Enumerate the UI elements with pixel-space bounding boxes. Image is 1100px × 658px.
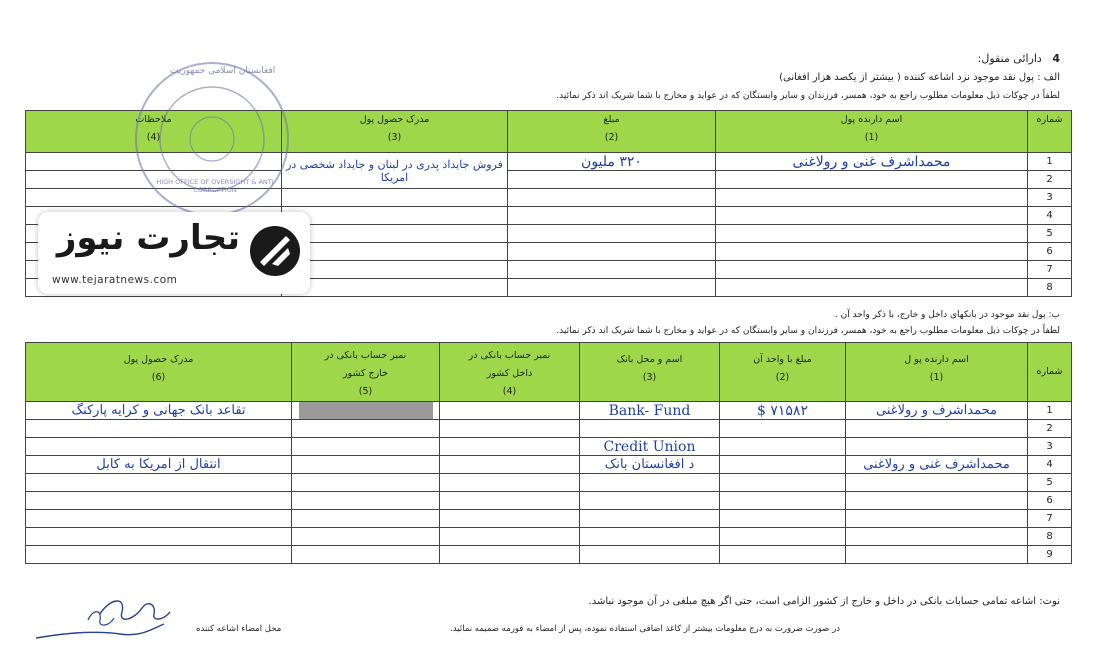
footer-extra: در صورت ضرورت به درج معلومات بیشتر از کاغذ اضافی استفاده نموده، پس از امضاء به فورمه ضمیمه نمائید. [450, 624, 840, 634]
part-b-instruction: لطفاً در چوکات ذیل معلومات مطلوب راجع به خود، همسر، فرزندان و سایر وابستگان که در عواید و مخارج با شما شریک اند ذکر نمائید. [556, 326, 1060, 336]
brand-name: تجارت نیوز [56, 218, 240, 258]
table-row: 5 [26, 225, 1072, 243]
table-row: 1 محمداشرف غنی و رولاغنی ۳۲۰ ملیون فروش جایداد پدری در لبنان و جایداد شخصی در امریکا [26, 153, 1072, 171]
signature-icon [30, 590, 230, 648]
bank-cell: Bank- Fund [580, 402, 720, 420]
source-cell: تقاعد بانک جهانی و کرایه پارکنگ [26, 402, 292, 420]
brand-url: www.tejaratnews.com [52, 274, 178, 286]
amount-cell: ۳۲۰ ملیون [508, 153, 716, 171]
table-row: 8 [26, 528, 1072, 546]
watermark-logo [38, 212, 310, 294]
footer-note: نوت: اشاعه تمامی حسابات بانکی در داخل و خارج از کشور الزامی است، حتی اگر هیچ مبلغی در آن موجود نباشد. [588, 596, 1060, 607]
section-heading [978, 52, 1060, 65]
section-number: 4 [1052, 52, 1060, 65]
owner-cell: محمداشرف و رولاغنی [846, 402, 1028, 420]
table-row: 8 [26, 279, 1072, 297]
bank-cell: د افغانستان بانک [580, 456, 720, 474]
source-cell: انتقال از امریکا به کابل [26, 456, 292, 474]
header-cell: مبلغ (2) [508, 111, 716, 153]
brand-logo-icon [248, 224, 302, 278]
table-row: 4 [26, 207, 1072, 225]
header-cell: نمبر حساب بانکی در خارج کشور (5) [292, 343, 440, 402]
header-cell: مدرک حصول پول (3) [282, 111, 508, 153]
bank-table [25, 342, 1072, 564]
header-cell: شماره [1028, 111, 1072, 153]
owner-cell: محمداشرف غنی و رولاغنی [716, 153, 1028, 171]
header-cell: ملاحظات (4) [26, 111, 282, 153]
bank-cell: Credit Union [580, 438, 720, 456]
bank-table-header [26, 343, 1072, 402]
table-row: 2 [26, 171, 1072, 189]
header-cell: مبلغ با واحد آن (2) [720, 343, 846, 402]
part-a-instruction: لطفاً در چوکات ذیل معلومات مطلوب راجع به خود، همسر، فرزندان و سایر وابستگان که در عواید و مخارج با شما شریک اند ذکر نمائید. [556, 91, 1060, 101]
table-row: 3 Credit Union [26, 438, 1072, 456]
amount-cell: $ ۷۱۵۸۲ [720, 402, 846, 420]
header-cell: اسم دارنده پو ل (1) [846, 343, 1028, 402]
table-row: 6 [26, 243, 1072, 261]
table-row: 7 [26, 510, 1072, 528]
table-row: 3 [26, 189, 1072, 207]
section-title: دارائی منقول: [977, 52, 1042, 65]
table-row: 9 [26, 546, 1072, 564]
part-b-heading: ب: پول نقد موجود در بانکهای داخل و خارج، با ذکر واحد آن . [834, 310, 1060, 320]
part-a-heading: الف : پول نقد موجود نزد اشاعه کننده ( بیشتر از یکصد هزار افغانی) [779, 72, 1060, 83]
signature-label: محل امضاء اشاعه کننده [196, 624, 282, 634]
header-cell: نمبر حساب بانکی در داخل کشور (4) [440, 343, 580, 402]
header-cell: اسم دارنده پول (1) [716, 111, 1028, 153]
source-cell: فروش جایداد پدری در لبنان و جایداد شخصی در امریکا [282, 153, 508, 189]
table-row: 7 [26, 261, 1072, 279]
table-row: 1 محمداشرف و رولاغنی $ ۷۱۵۸۲ Bank- Fund تقاعد بانک جهانی و کرایه پارکنگ [26, 402, 1072, 420]
table-row: 6 [26, 492, 1072, 510]
table-row: 4 محمداشرف غنی و رولاغنی د افغانستان بانک انتقال از امریکا به کابل [26, 456, 1072, 474]
table-row: 5 [26, 474, 1072, 492]
header-cell: اسم و محل بانک (3) [580, 343, 720, 402]
owner-cell: محمداشرف غنی و رولاغنی [846, 456, 1028, 474]
redacted-account [299, 402, 433, 419]
header-cell: مدرک حصول پول (6) [26, 343, 292, 402]
header-cell: شماره [1028, 343, 1072, 402]
table-row: 2 [26, 420, 1072, 438]
stamp-bottom-text: HIGH OFFICE OF OVERSIGHT & ANTI CORRUPTION [156, 178, 274, 194]
stamp-top-text: افغانستان اسلامی جمهوریت [170, 66, 276, 76]
